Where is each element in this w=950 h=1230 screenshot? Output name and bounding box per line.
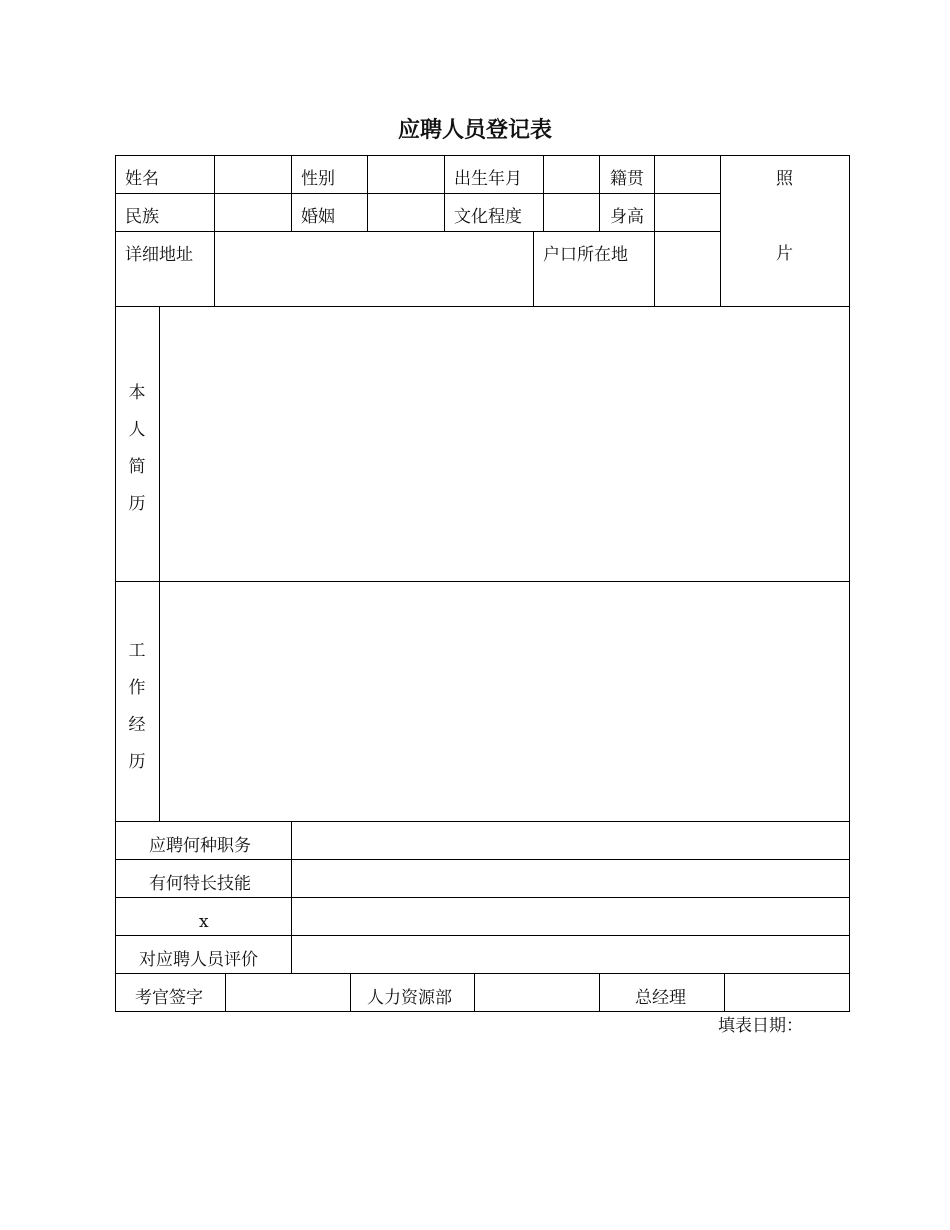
work-label-char: 作 xyxy=(128,678,146,698)
field-skills[interactable] xyxy=(292,860,849,897)
field-marital[interactable] xyxy=(368,194,444,231)
photo-label-top: 照 xyxy=(776,169,793,189)
page-title: 应聘人员登记表 xyxy=(397,118,552,143)
table-col-divider xyxy=(444,155,445,231)
field-position[interactable] xyxy=(292,822,849,859)
label-native-place: 籍贯 xyxy=(610,169,644,189)
label-address: 详细地址 xyxy=(125,245,193,265)
table-col-divider xyxy=(599,155,600,231)
field-address[interactable] xyxy=(215,232,533,306)
work-label-char: 经 xyxy=(128,715,146,735)
table-col-divider xyxy=(291,155,292,231)
table-col-divider xyxy=(533,231,534,306)
label-skills: 有何特长技能 xyxy=(149,874,251,894)
photo-area[interactable] xyxy=(721,156,849,306)
field-education[interactable] xyxy=(544,194,599,231)
field-native-place[interactable] xyxy=(655,156,720,193)
label-name: 姓名 xyxy=(125,169,159,189)
label-hr: 人力资源部 xyxy=(367,988,452,1008)
table-col-divider xyxy=(599,973,600,1011)
field-ethnicity[interactable] xyxy=(215,194,291,231)
field-hr-signature[interactable] xyxy=(475,974,599,1011)
work-field[interactable] xyxy=(160,582,849,821)
label-extra: x xyxy=(199,912,209,932)
work-label-char: 历 xyxy=(128,752,146,772)
label-height: 身高 xyxy=(610,207,644,227)
field-extra[interactable] xyxy=(292,898,849,935)
field-hukou[interactable] xyxy=(655,232,720,306)
label-evaluation: 对应聘人员评价 xyxy=(139,950,258,970)
resume-label-char: 历 xyxy=(128,494,146,514)
label-ethnicity: 民族 xyxy=(125,207,159,227)
label-marital: 婚姻 xyxy=(301,207,335,227)
table-col-divider xyxy=(350,973,351,1011)
resume-label-char: 本 xyxy=(128,383,146,403)
work-label-char: 工 xyxy=(128,641,146,661)
table-border-left xyxy=(115,155,116,1012)
field-evaluation[interactable] xyxy=(292,936,849,973)
photo-label-bottom: 片 xyxy=(776,244,793,264)
table-border-right xyxy=(849,155,850,1012)
label-hukou: 户口所在地 xyxy=(543,245,628,265)
label-birth: 出生年月 xyxy=(454,169,522,189)
field-examiner-signature[interactable] xyxy=(226,974,350,1011)
resume-label-char: 简 xyxy=(128,457,146,477)
fill-date-label: 填表日期： xyxy=(718,1016,803,1036)
field-height[interactable] xyxy=(655,194,720,231)
label-gm: 总经理 xyxy=(635,988,686,1008)
table-border-bottom xyxy=(115,1011,850,1012)
field-name[interactable] xyxy=(215,156,291,193)
field-gender[interactable] xyxy=(368,156,444,193)
field-gm-signature[interactable] xyxy=(725,974,849,1011)
label-gender: 性别 xyxy=(301,169,335,189)
resume-label-char: 人 xyxy=(128,420,146,440)
label-education: 文化程度 xyxy=(454,207,522,227)
resume-field[interactable] xyxy=(160,307,849,581)
label-examiner: 考官签字 xyxy=(135,988,203,1008)
label-position: 应聘何种职务 xyxy=(149,836,251,856)
field-birth[interactable] xyxy=(544,156,599,193)
